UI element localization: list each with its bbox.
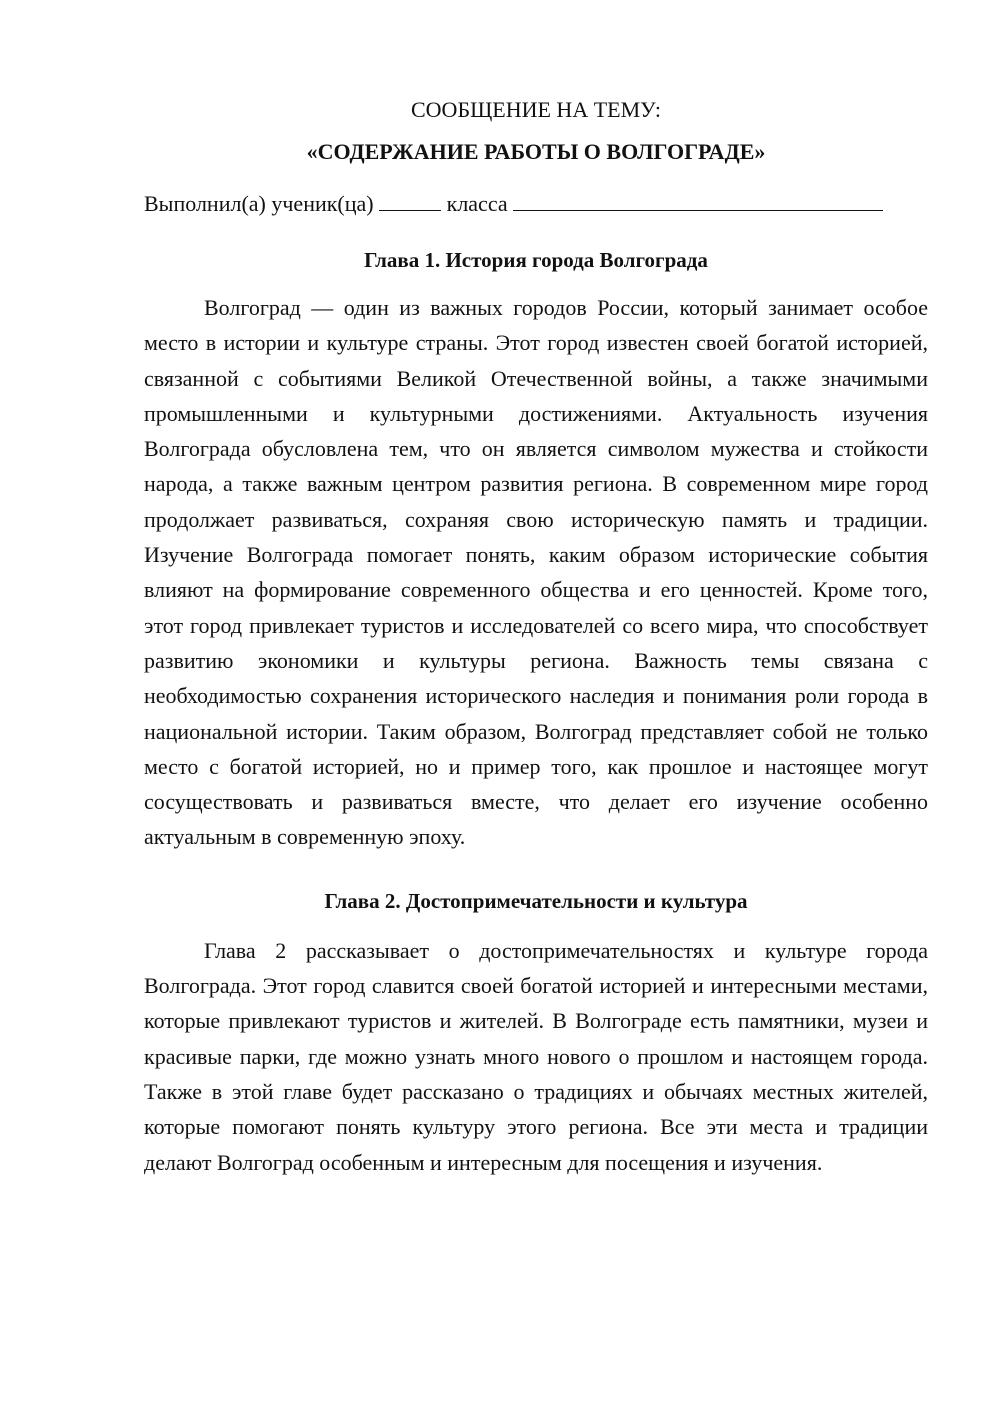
name-blank-line: [513, 186, 883, 211]
title-line-1: СООБЩЕНИЕ НА ТЕМУ:: [411, 97, 661, 122]
document-page: [144, 92, 928, 1180]
chapter-1-paragraph: Волгоград — один из важных городов России, который занимает особое место в истории и культуре страны. Этот город известен своей богатой историей, связанной с событиями Великой Отечественной войны, а также значимыми промышленными и культурными достижениями. Актуальность изучения Волгограда обусловлена тем, что он является символом мужества и стойкости народа, а также важным центром развития региона. В современном мире город продолжает развиваться, сохраняя свою историческую память и традиции. Изучение Волгограда помогает понять, каким образом исторические события влияют на формирование современного общества и его ценностей. Кроме того, этот город привлекает туристов и исследователей со всего мира, что способствует развитию экономики и культуры региона. Важность темы связана с необходимостью сохранения исторического наследия и понимания роли города в национальной истории. Таким образом, Волгоград представляет собой не только место с богатой историей, но и пример того, как прошлое и настоящее могут сосуществовать и развиваться вместе, что делает его изучение особенно актуальным в современную эпоху.: [144, 295, 928, 850]
author-line: [144, 186, 928, 222]
grade-blank-line: [379, 186, 441, 211]
document-title: «СОДЕРЖАНИЕ РАБОТЫ О ВОЛГОГРАДЕ»: [306, 139, 766, 164]
performed-by-label: Выполнил(а) ученик(ца): [144, 191, 374, 216]
class-label: класса: [446, 191, 508, 216]
chapter-1-heading: Глава 1. История города Волгограда: [364, 248, 708, 272]
chapter-2-heading: Глава 2. Достопримечательности и культура: [324, 888, 748, 913]
chapter-2-paragraph: Глава 2 рассказывает о достопримечательностях и культуре города Волгограда. Этот город славится своей богатой историей и интересными местами, которые привлекают туристов и жителей. В Волгограде есть памятники, музеи и красивые парки, где можно узнать много нового о прошлом и настоящем города. Также в этой главе будет рассказано о традициях и обычаях местных жителей, которые помогают понять культуру этого региона. Все эти места и традиции делают Волгоград особенным и интересным для посещения и изучения.: [144, 937, 928, 1175]
